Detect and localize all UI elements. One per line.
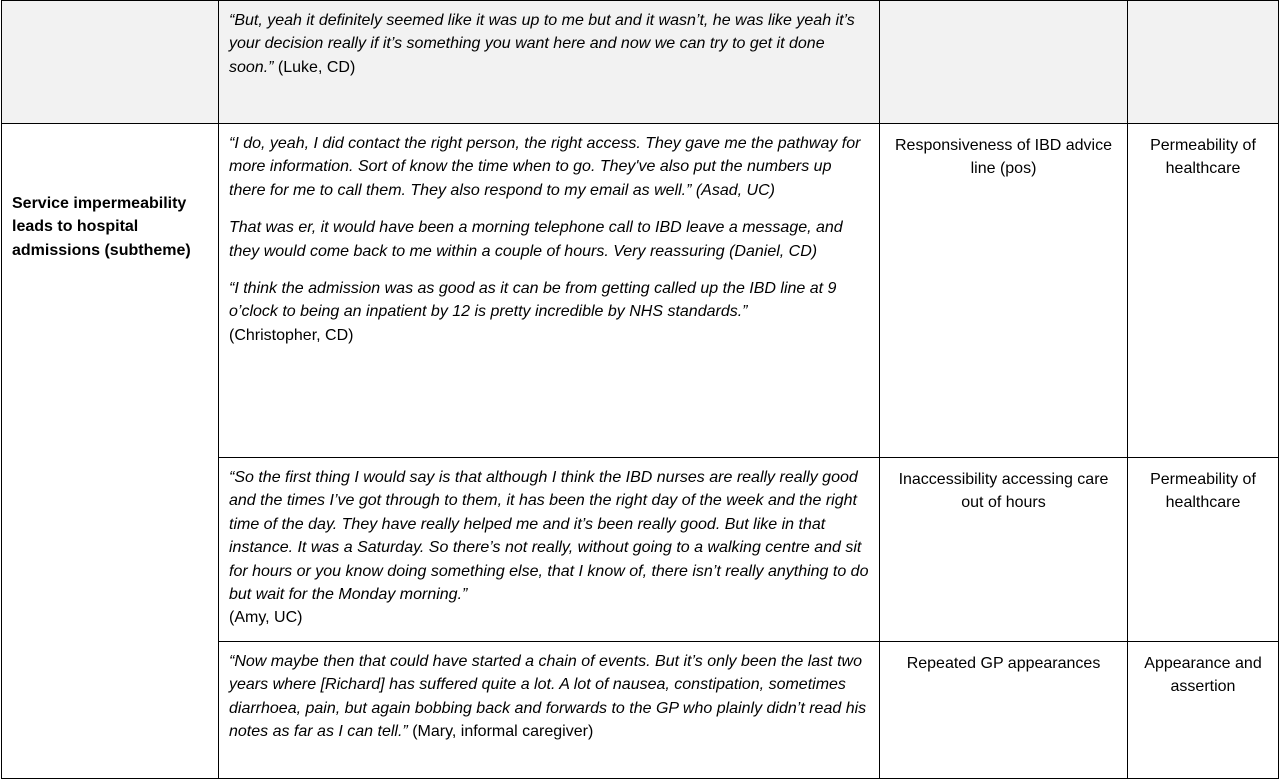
- code-cell-empty: [880, 1, 1128, 124]
- quote-attribution: (Mary, informal caregiver): [407, 723, 594, 741]
- qualitative-analysis-table: [1, 0, 1279, 779]
- subtheme-cell-empty: [2, 1, 219, 124]
- theme-label: Permeability of healthcare: [1150, 137, 1256, 178]
- theme-cell: [1128, 124, 1279, 458]
- quote-text: “I do, yeah, I did contact the right person, the right access. They gave me the pathway for more information. Sort of know the time when to go. They've also put the numbers up there for me to call them. They also respond to my email as well.” (Asad, UC): [229, 135, 861, 199]
- quote-attribution: (Christopher, CD): [229, 326, 354, 344]
- code-cell: [880, 642, 1128, 779]
- table-row: [2, 1, 1279, 124]
- code-label: Inaccessibility accessing care out of hours: [898, 471, 1109, 512]
- quote-text: “So the first thing I would say is that although I think the IBD nurses are really really good and the times I’ve got through to them, it has been the right day of the week and the right time of the day. They have really helped me and it’s been really good. But like in that instance. It was a Saturday. So there’s not really, without going to a walking centre and sit for hours or you know doing something else, that I know of, there isn’t really anything to do but wait for the Monday morning.”: [229, 469, 869, 604]
- quote-cell: [219, 642, 880, 779]
- quote-text: That was er, it would have been a morning telephone call to IBD leave a message, and they would come back to me within a couple of hours. Very reassuring (Daniel, CD): [229, 219, 843, 260]
- theme-cell: [1128, 642, 1279, 779]
- quote-text: “But, yeah it definitely seemed like it was up to me but and it wasn’t, he was like yeah it’s your decision really if it’s something you want here and now we can try to get it done soon.”: [229, 12, 855, 76]
- quote-cell: [219, 1, 880, 124]
- code-cell: [880, 124, 1128, 458]
- theme-cell-empty: [1128, 1, 1279, 124]
- subtheme-label: Service impermeability leads to hospital admissions (subtheme): [12, 195, 191, 259]
- theme-label: Appearance and assertion: [1144, 655, 1262, 696]
- code-cell: [880, 458, 1128, 642]
- code-label: Responsiveness of IBD advice line (pos): [895, 137, 1112, 178]
- code-label: Repeated GP appearances: [906, 655, 1101, 672]
- table-row: [2, 124, 1279, 458]
- quote-paragraph: [229, 277, 871, 347]
- quote-attribution: (Amy, UC): [229, 609, 303, 627]
- theme-label: Permeability of healthcare: [1150, 471, 1256, 512]
- subtheme-cell: [2, 124, 219, 779]
- quote-text: “Now maybe then that could have started a chain of events. But it’s only been the last two years where [Richard] has suffered quite a lot. A lot of nausea, constipation, sometimes diarrhoea, pain, but again bobbing back and forwards to the GP who plainly didn’t read his notes as far as I can tell.”: [229, 653, 867, 741]
- quote-text: “I think the admission was as good as it can be from getting called up the IBD line at 9 o’clock to being an inpatient by 12 is pretty incredible by NHS standards.”: [229, 280, 837, 321]
- quote-cell: [219, 124, 880, 458]
- theme-cell: [1128, 458, 1279, 642]
- quote-attribution: (Luke, CD): [273, 58, 356, 76]
- quote-cell: [219, 458, 880, 642]
